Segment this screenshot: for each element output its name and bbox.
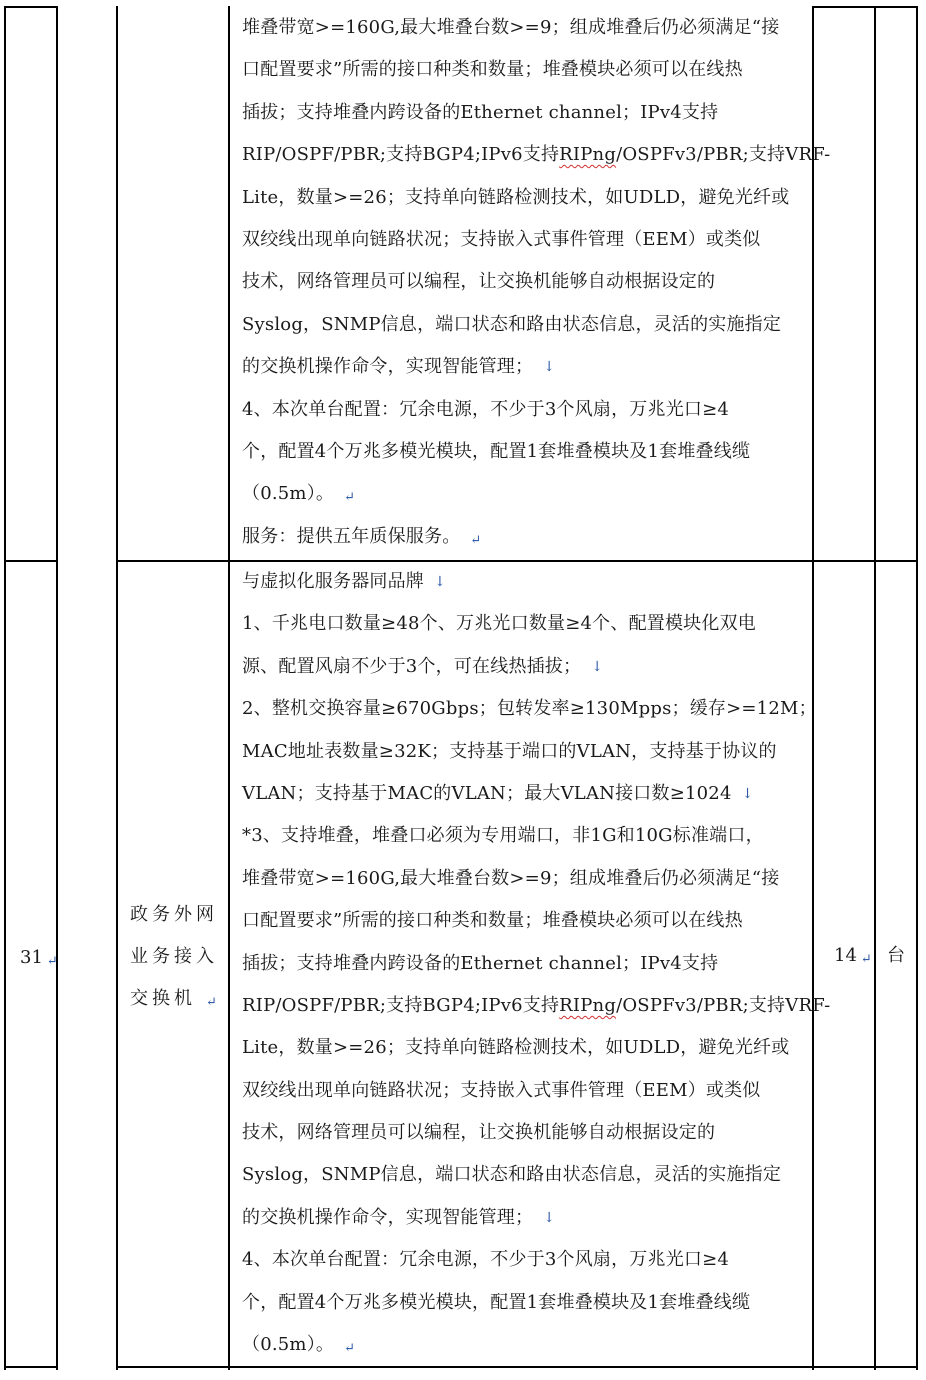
- paragraph-mark-icon: ↵: [344, 490, 356, 506]
- table-row-divider-top-partial: [4, 6, 56, 8]
- spec-text: 服务：提供五年质保服务。: [242, 525, 461, 547]
- table-border-right: [916, 6, 918, 1370]
- row-index: 31: [20, 947, 43, 968]
- spec-line: [242, 646, 808, 688]
- spec-text: 1、千兆电口数量≥48个、万兆光口数量≥4个、配置模块化双电: [242, 613, 756, 635]
- item-name-line: 业务接入: [130, 946, 218, 967]
- item-name-line: [130, 978, 226, 1024]
- spec-text: 4、本次单台配置：冗余电源，不少于3个风扇，万兆光口≥4: [242, 398, 730, 420]
- spec-text: Lite，数量>=26；支持单向链路检测技术，如UDLD，避免光纤或: [242, 186, 790, 208]
- spec-text: 技术，网络管理员可以编程，让交换机能够自动根据设定的: [242, 1122, 716, 1144]
- table-col-divider-4: [812, 6, 814, 1370]
- table-row-divider: [4, 560, 56, 562]
- spec-text: 的交换机操作命令，实现智能管理；: [242, 1206, 534, 1228]
- table-col-divider-3: [228, 6, 230, 1370]
- spec-line: [242, 561, 808, 603]
- spec-text: （0.5m）。: [242, 1334, 335, 1356]
- spec-text: MAC地址表数量≥32K；支持基于端口的VLAN，支持基于协议的: [242, 740, 777, 762]
- spec-line: [242, 304, 808, 346]
- item-name-line: 政务外网: [130, 904, 218, 925]
- spec-text: 个，配置4个万兆多模光模块，配置1套堆叠模块及1套堆叠线缆: [242, 440, 751, 462]
- spec-text: /OSPFv3/PBR;支持VRF-: [616, 144, 831, 166]
- table-border-left: [4, 6, 6, 1370]
- spec-text: /OSPFv3/PBR;支持VRF-: [616, 994, 831, 1016]
- spec-text: 与虚拟化服务器同品牌: [242, 571, 424, 592]
- spec-text: 插拔；支持堆叠内跨设备的Ethernet channel；IPv4支持: [242, 952, 719, 974]
- spec-line: [242, 1239, 808, 1281]
- spec-line: [242, 943, 808, 985]
- spec-line: [242, 219, 808, 261]
- spec-text: Lite，数量>=26；支持单向链路检测技术，如UDLD，避免光纤或: [242, 1037, 790, 1059]
- line-break-mark-icon: ↓: [591, 658, 604, 675]
- spec-line: [242, 1282, 808, 1324]
- table-col-divider-2: [116, 6, 118, 1370]
- line-break-mark-icon: ↓: [741, 785, 754, 802]
- spec-line: [242, 1324, 808, 1366]
- spec-text: 堆叠带宽>=160G,最大堆叠台数>=9；组成堆叠后仍必须满足“接: [242, 867, 780, 889]
- spec-line: [242, 92, 808, 134]
- spec-line: [242, 346, 808, 388]
- spec-line: [242, 603, 808, 645]
- table-col-divider-5: [874, 6, 876, 1370]
- spec-text: VLAN；支持基于MAC的VLAN；最大VLAN接口数≥1024: [242, 782, 732, 804]
- spec-line: [242, 431, 808, 473]
- spec-text: 的交换机操作命令，实现智能管理；: [242, 356, 534, 378]
- spec-text: 插拔；支持堆叠内跨设备的Ethernet channel；IPv4支持: [242, 101, 719, 123]
- paragraph-mark-icon: ↵: [860, 952, 872, 967]
- spec-text: Syslog，SNMP信息，端口状态和路由状态信息，灵活的实施指定: [242, 1164, 782, 1186]
- table-border-bottom-left: [4, 1366, 56, 1368]
- row-index-cell: [20, 937, 58, 983]
- spec-text: 口配置要求”所需的接口种类和数量；堆叠模块必须可以在线热: [242, 910, 743, 932]
- spec-text: 双绞线出现单向链路状况；支持嵌入式事件管理（EEM）或类似: [242, 1079, 761, 1101]
- spec-text: 个，配置4个万兆多模光模块，配置1套堆叠模块及1套堆叠线缆: [242, 1291, 751, 1313]
- paragraph-mark-icon: ↵: [344, 1341, 356, 1357]
- spec-text: 技术，网络管理员可以编程，让交换机能够自动根据设定的: [242, 271, 716, 293]
- paragraph-mark-icon: ↵: [206, 995, 221, 1010]
- spec-line: [242, 1070, 808, 1112]
- spec-line: [242, 261, 808, 303]
- spec-line: [242, 1154, 808, 1196]
- spec-line: [242, 1197, 808, 1239]
- unit-value: 台: [887, 945, 905, 966]
- unit-cell: [887, 935, 905, 977]
- spec-line: [242, 1112, 808, 1154]
- spellcheck-flagged-word: RIPng: [559, 994, 617, 1016]
- quantity-cell: [834, 935, 872, 981]
- item-name-text: 交换机: [130, 988, 196, 1009]
- table-col-divider-1: [56, 6, 58, 1370]
- spec-line: [242, 177, 808, 219]
- table-row-divider-top-partial: [812, 6, 918, 8]
- quantity-value: 14: [834, 945, 857, 966]
- spec-text: Syslog，SNMP信息，端口状态和路由状态信息，灵活的实施指定: [242, 313, 782, 335]
- spec-text: 源、配置风扇不少于3个，可在线热插拔；: [242, 655, 582, 677]
- spec-line: [242, 516, 808, 558]
- spec-line: [242, 389, 808, 431]
- spec-text: 2、整机交换容量≥670Gbps；包转发率≥130Mpps；缓存>=12M；: [242, 698, 817, 720]
- spec-line: [242, 49, 808, 91]
- spec-line: [242, 688, 817, 730]
- spec-line: [242, 731, 808, 773]
- spec-line: [242, 473, 808, 515]
- spellcheck-flagged-word: RIPng: [559, 144, 617, 166]
- spec-text: 双绞线出现单向链路状况；支持嵌入式事件管理（EEM）或类似: [242, 228, 761, 250]
- spec-text: 4、本次单台配置：冗余电源，不少于3个风扇，万兆光口≥4: [242, 1249, 730, 1271]
- spec-line: [242, 858, 808, 900]
- spec-cell: [242, 561, 831, 1366]
- spec-line: [242, 985, 831, 1027]
- spec-text: （0.5m）。: [242, 483, 335, 505]
- paragraph-mark-icon: ↵: [470, 532, 482, 548]
- spec-text: 口配置要求”所需的接口种类和数量；堆叠模块必须可以在线热: [242, 59, 743, 81]
- spec-text: RIP/OSPF/PBR;支持BGP4;IPv6支持: [242, 994, 560, 1016]
- spec-line: [242, 7, 808, 49]
- line-break-mark-icon: ↓: [434, 574, 446, 590]
- spec-line: [242, 1027, 808, 1069]
- spec-line: [242, 134, 831, 176]
- line-break-mark-icon: ↓: [543, 359, 556, 376]
- spec-line: [242, 900, 808, 942]
- spec-text: 堆叠带宽>=160G,最大堆叠台数>=9；组成堆叠后仍必须满足“接: [242, 17, 780, 38]
- item-name-cell: [130, 894, 226, 1024]
- spec-line: [242, 815, 808, 857]
- spec-cell-continued: [242, 7, 831, 558]
- spec-text: *3、支持堆叠，堆叠口必须为专用端口，非1G和10G标准端口，: [242, 825, 764, 847]
- paragraph-mark-icon: ↵: [46, 954, 58, 969]
- spec-line: [242, 773, 808, 815]
- spec-text: RIP/OSPF/PBR;支持BGP4;IPv6支持: [242, 144, 560, 166]
- line-break-mark-icon: ↓: [543, 1209, 556, 1226]
